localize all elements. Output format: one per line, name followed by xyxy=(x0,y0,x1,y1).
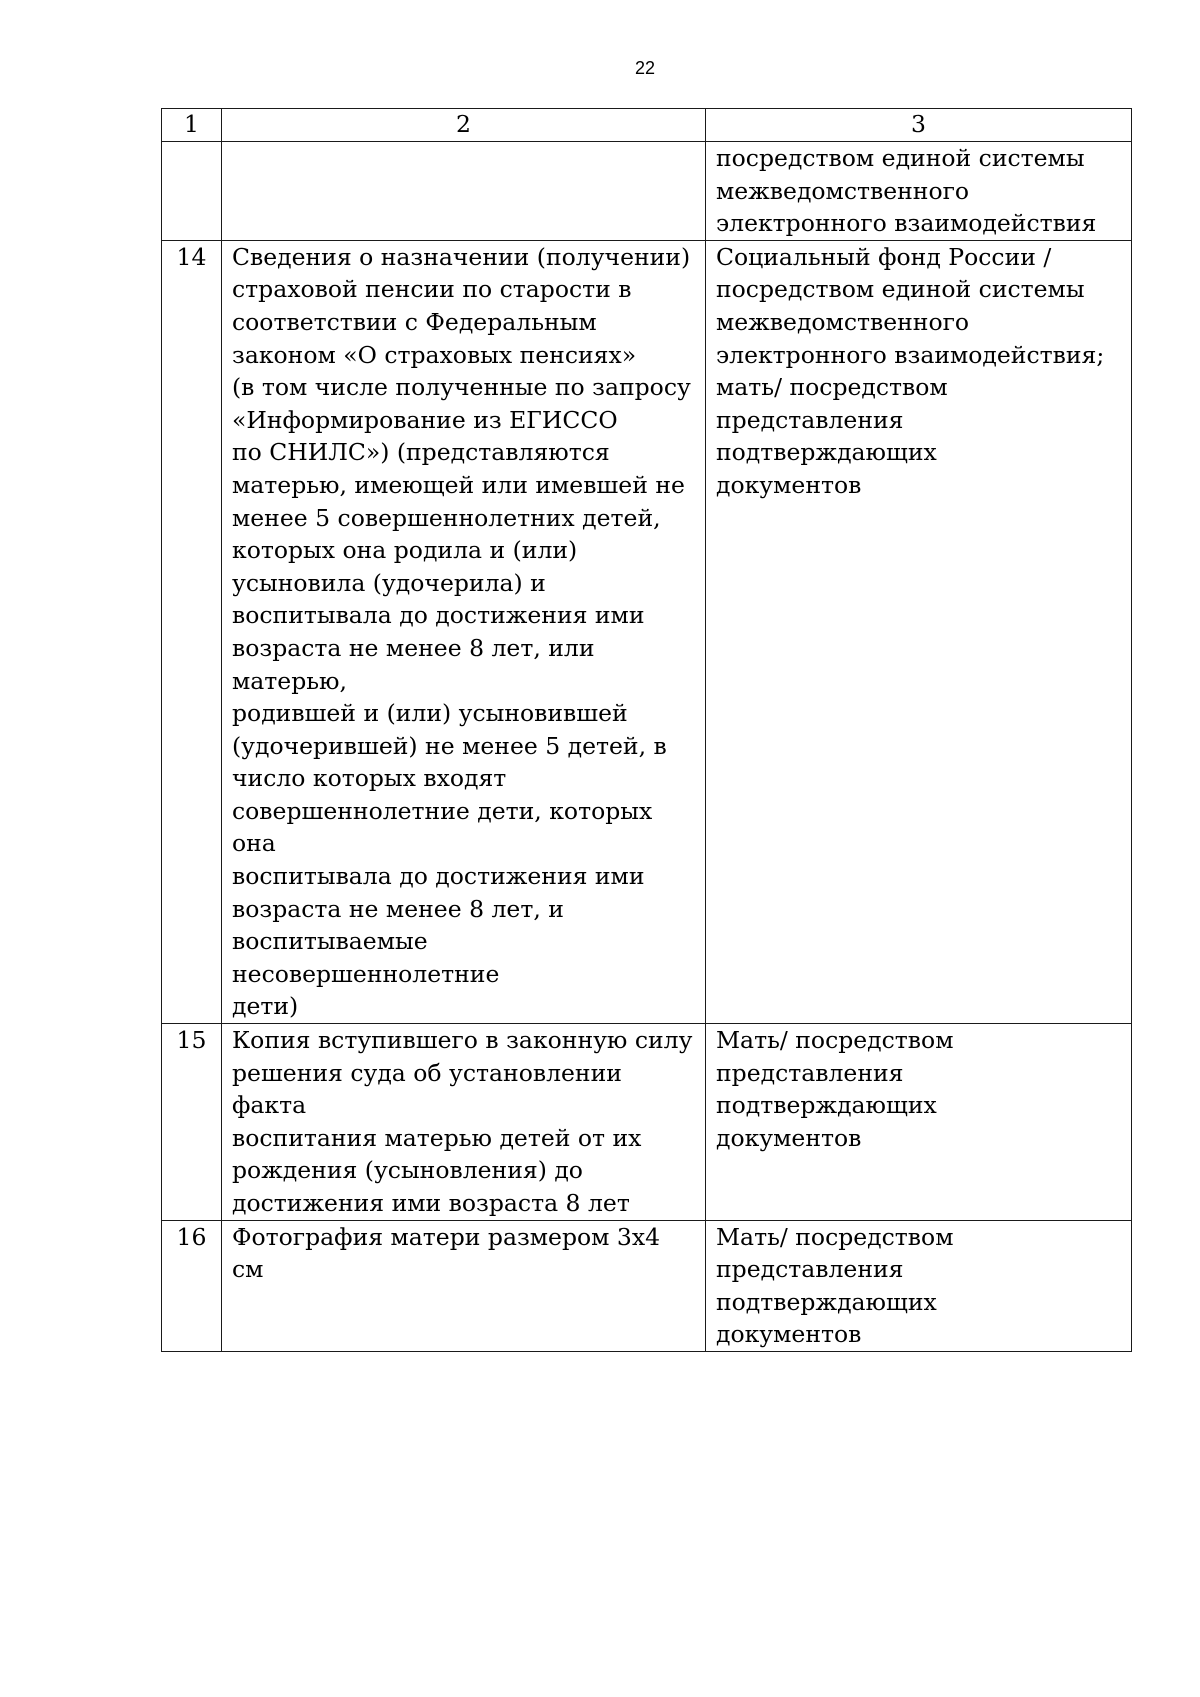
row-source: Социальный фонд России / посредством единой системы межведомственного электронного взаимодействия; мать/ посредством представления подтверждающих документов xyxy=(706,240,1132,1023)
table-row xyxy=(162,240,1132,1023)
row-number: 16 xyxy=(162,1220,222,1351)
row-description: Копия вступившего в законную силу решения суда об установлении факта воспитания матерью детей от их рождения (усыновления) до достижения ими возраста 8 лет xyxy=(222,1024,706,1221)
row-source: посредством единой системы межведомственного электронного взаимодействия xyxy=(706,142,1132,241)
row-number: 14 xyxy=(162,240,222,1023)
column-header-description: 2 xyxy=(222,109,706,142)
column-header-source: 3 xyxy=(706,109,1132,142)
column-header-number: 1 xyxy=(162,109,222,142)
row-description: Фотография матери размером 3х4 см xyxy=(222,1220,706,1351)
row-description: Сведения о назначении (получении) страховой пенсии по старости в соответствии с Федеральным законом «О страховых пенсиях» (в том числе полученные по запросу «Информирование из ЕГИССО по СНИЛС») (представляются матерью, имеющей или имевшей не менее 5 совершеннолетних детей, которых она родила и (или) усыновила (удочерила) и воспитывала до достижения ими возраста не менее 8 лет, или матерью, родившей и (или) усыновившей (удочерившей) не менее 5 детей, в число которых входят совершеннолетние дети, которых она воспитывала до достижения ими возраста не менее 8 лет, и воспитываемые несовершеннолетние дети) xyxy=(222,240,706,1023)
table-header-row xyxy=(162,109,1132,142)
row-number: 15 xyxy=(162,1024,222,1221)
row-source: Мать/ посредством представления подтверждающих документов xyxy=(706,1024,1132,1221)
table-row xyxy=(162,1220,1132,1351)
row-description xyxy=(222,142,706,241)
documents-table xyxy=(161,108,1132,1352)
table-row xyxy=(162,1024,1132,1221)
row-number xyxy=(162,142,222,241)
table-row xyxy=(162,142,1132,241)
row-source: Мать/ посредством представления подтверждающих документов xyxy=(706,1220,1132,1351)
page-number: 22 xyxy=(634,58,656,78)
